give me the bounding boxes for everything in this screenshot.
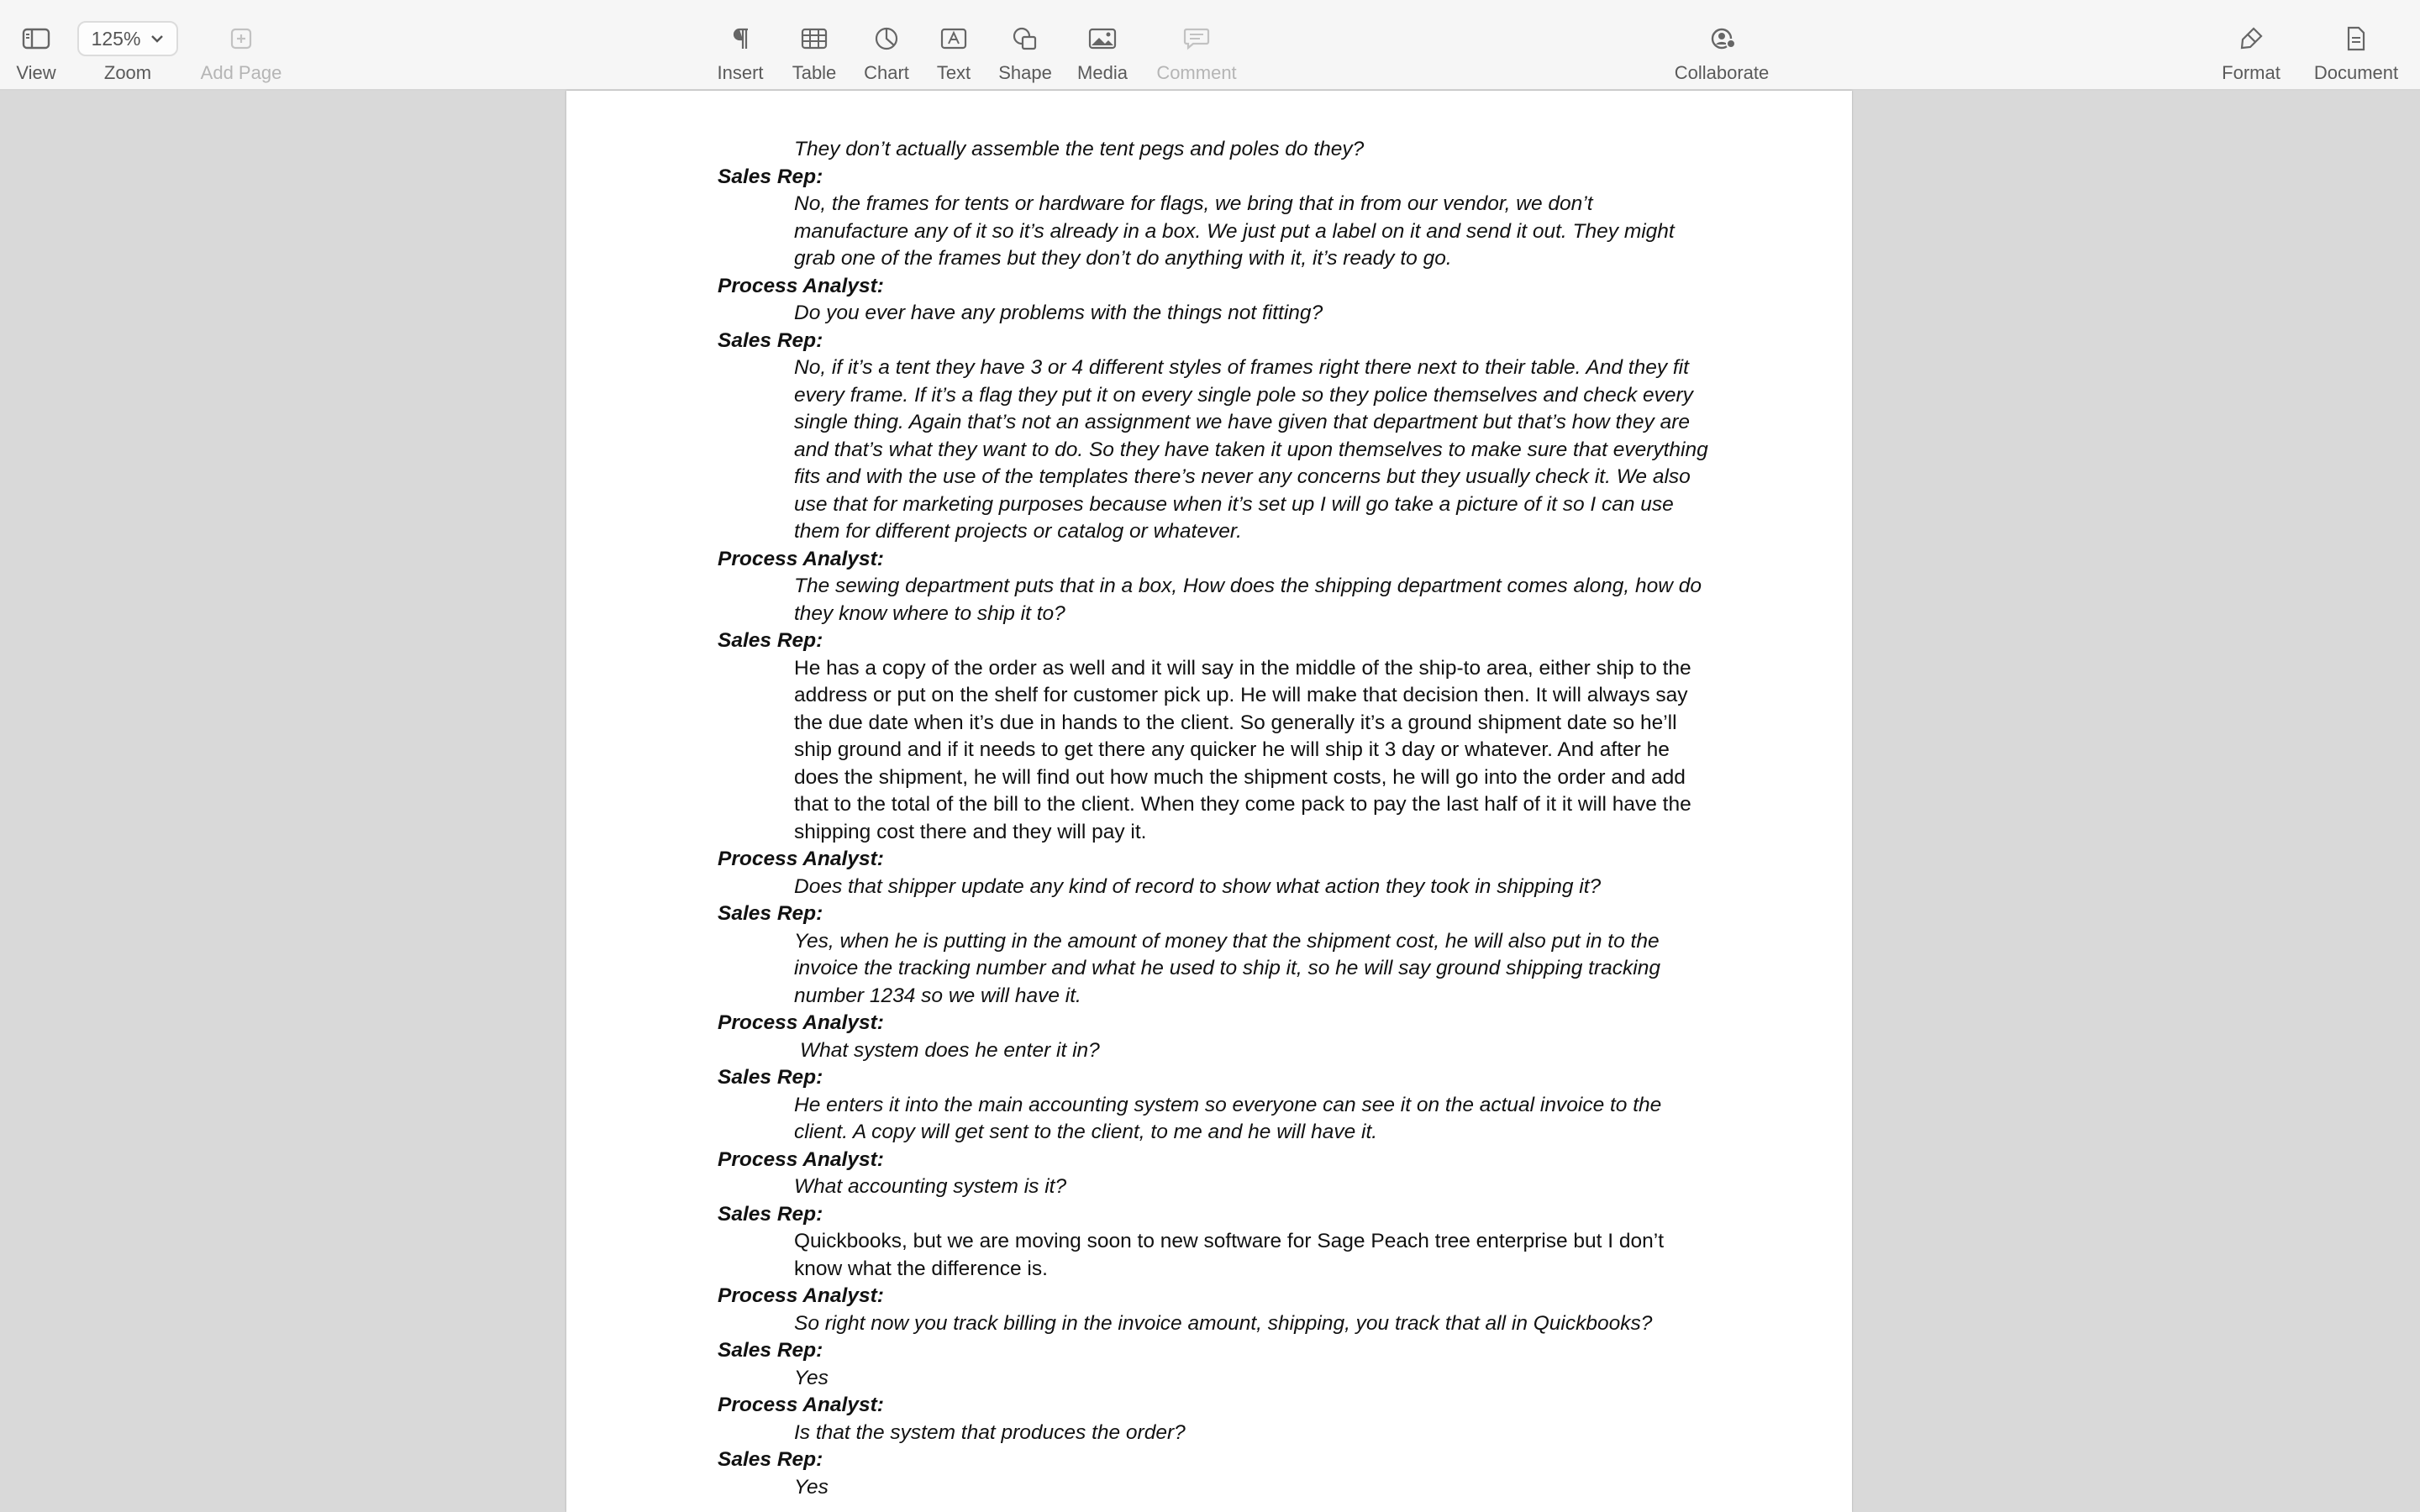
view-button[interactable] (8, 0, 64, 91)
chart-button[interactable] (857, 0, 916, 91)
media-button[interactable] (1069, 0, 1136, 91)
speaker-label: Process Analyst: (718, 848, 884, 870)
format-label: Format (2222, 62, 2281, 83)
sidebar-icon (22, 17, 50, 60)
document-body[interactable] (718, 136, 1709, 1501)
dialogue-paragraph: Do you ever have any problems with the things not fitting? (794, 302, 1323, 324)
text-button[interactable] (924, 0, 983, 91)
comment-button[interactable] (1153, 0, 1240, 91)
add-page-icon (229, 17, 253, 60)
pilcrow-icon (731, 17, 750, 60)
media-label: Media (1077, 62, 1128, 83)
speaker-label: Sales Rep: (718, 165, 823, 188)
speaker-label: Sales Rep: (718, 1066, 823, 1089)
dialogue-paragraph: Is that the system that produces the order? (794, 1420, 1186, 1444)
dialogue-paragraph: What accounting system is it? (794, 1175, 1067, 1198)
shape-label: Shape (998, 62, 1052, 83)
speaker-label: Sales Rep: (718, 1339, 823, 1362)
dialogue-paragraph: So right now you track billing in the invoice amount, shipping, you track that all in Quickbooks? (794, 1311, 1653, 1335)
collaborate-icon (1707, 17, 1736, 60)
speaker-label: Sales Rep: (718, 1448, 823, 1471)
view-label: View (16, 62, 56, 83)
document-icon (2346, 17, 2366, 60)
text-label: Text (936, 62, 971, 83)
chart-icon (874, 17, 899, 60)
format-button[interactable] (2215, 0, 2287, 91)
table-icon (801, 17, 828, 60)
dialogue-paragraph: Yes, when he is putting in the amount of money that the shipment cost, he will also put in to the invoice the tracking number and what he used to ship it, so he will say ground shipping tracking number 1234 so we will have it. (794, 929, 1660, 1007)
paintbrush-icon (2238, 17, 2264, 60)
table-label: Table (792, 62, 837, 83)
document-button[interactable] (2309, 0, 2403, 91)
zoom-select[interactable] (77, 21, 178, 56)
dialogue-paragraph: No, if it’s a tent they have 3 or 4 different styles of frames right there next to their table. And they fit every frame. If it’s a flag they put it on every single pole so they police themselves and check every single thing. Again that’s not an assignment we have given that department but that’s how they are and that’s what they want to do. So they have taken it upon themselves to make sure that everything fits and with the use of the templates there’s never any concerns but they usually check it. We also use that for marketing purposes because when it’s set up I will go take a picture of it so I can use them for different projects or catalog or whatever. (794, 356, 1708, 543)
chart-label: Chart (864, 62, 909, 83)
table-button[interactable] (785, 0, 844, 91)
dialogue-paragraph: Yes (794, 1366, 829, 1389)
dialogue-paragraph: He enters it into the main accounting system so everyone can see it on the actual invoice to the client. A copy will get sent to the client, to me and he will have it. (794, 1093, 1662, 1143)
dialogue-paragraph: The sewing department puts that in a box, How does the shipping department comes along, how do they know where to ship it to? (794, 575, 1702, 625)
comment-label: Comment (1156, 62, 1237, 83)
dialogue-paragraph: No, the frames for tents or hardware for flags, we bring that in from our vendor, we don’t manufacture any of it so it’s already in a box. We just put a label on it and send it out. They might grab one of the frames but they don’t do anything with it, it’s ready to go. (794, 192, 1675, 270)
insert-label: Insert (717, 62, 764, 83)
speaker-label: Process Analyst: (718, 274, 884, 297)
insert-button[interactable] (710, 0, 771, 91)
dialogue-paragraph: Yes (794, 1475, 829, 1499)
shape-button[interactable] (992, 0, 1059, 91)
dialogue-paragraph: He has a copy of the order as well and it will say in the middle of the ship-to area, either ship to the address or put on the shelf for customer pick up. He will make that decision then. It will always say the due date when it’s due in hands to the client. So generally it’s a ground shipment date so he’ll ship ground and if it needs to get there any quicker he will ship it 3 day or whatever. And after he does the shipment, he will find out how much the shipment costs, he will go into the order and add that to the total of the bill to the client. When they come pack to pay the last half of it it will have the shipping cost there and they will pay it. (794, 656, 1691, 843)
speaker-label: Sales Rep: (718, 902, 823, 925)
dialogue-paragraph: They don’t actually assemble the tent pegs and poles do they? (794, 138, 1365, 160)
collaborate-button[interactable] (1665, 0, 1778, 91)
zoom-value: 125% (91, 27, 141, 50)
toolbar (0, 0, 2420, 91)
speaker-label: Process Analyst: (718, 1147, 884, 1171)
add-page-label: Add Page (200, 62, 282, 83)
text-box-icon (940, 17, 967, 60)
zoom-label: Zoom (103, 62, 152, 83)
speaker-label: Process Analyst: (718, 1394, 884, 1416)
speaker-label: Sales Rep: (718, 629, 823, 652)
dialogue-paragraph: Quickbooks, but we are moving soon to new software for Sage Peach tree enterprise but I don’t know what the difference is. (794, 1230, 1665, 1280)
shape-icon (1012, 17, 1039, 60)
speaker-label: Sales Rep: (718, 328, 823, 352)
comment-icon (1183, 17, 1210, 60)
photo-icon (1088, 17, 1117, 60)
speaker-label: Process Analyst: (718, 547, 884, 570)
zoom-control[interactable] (77, 0, 178, 91)
dialogue-paragraph: What system does he enter it in? (800, 1038, 1100, 1062)
dialogue-paragraph: Does that shipper update any kind of record to show what action they took in shipping it? (794, 874, 1602, 898)
document-label: Document (2313, 62, 2399, 83)
speaker-label: Sales Rep: (718, 1202, 823, 1226)
add-page-button[interactable] (195, 0, 287, 91)
collaborate-label: Collaborate (1674, 62, 1770, 83)
speaker-label: Process Analyst: (718, 1284, 884, 1307)
speaker-label: Process Analyst: (718, 1011, 884, 1034)
chevron-down-icon (150, 34, 164, 43)
